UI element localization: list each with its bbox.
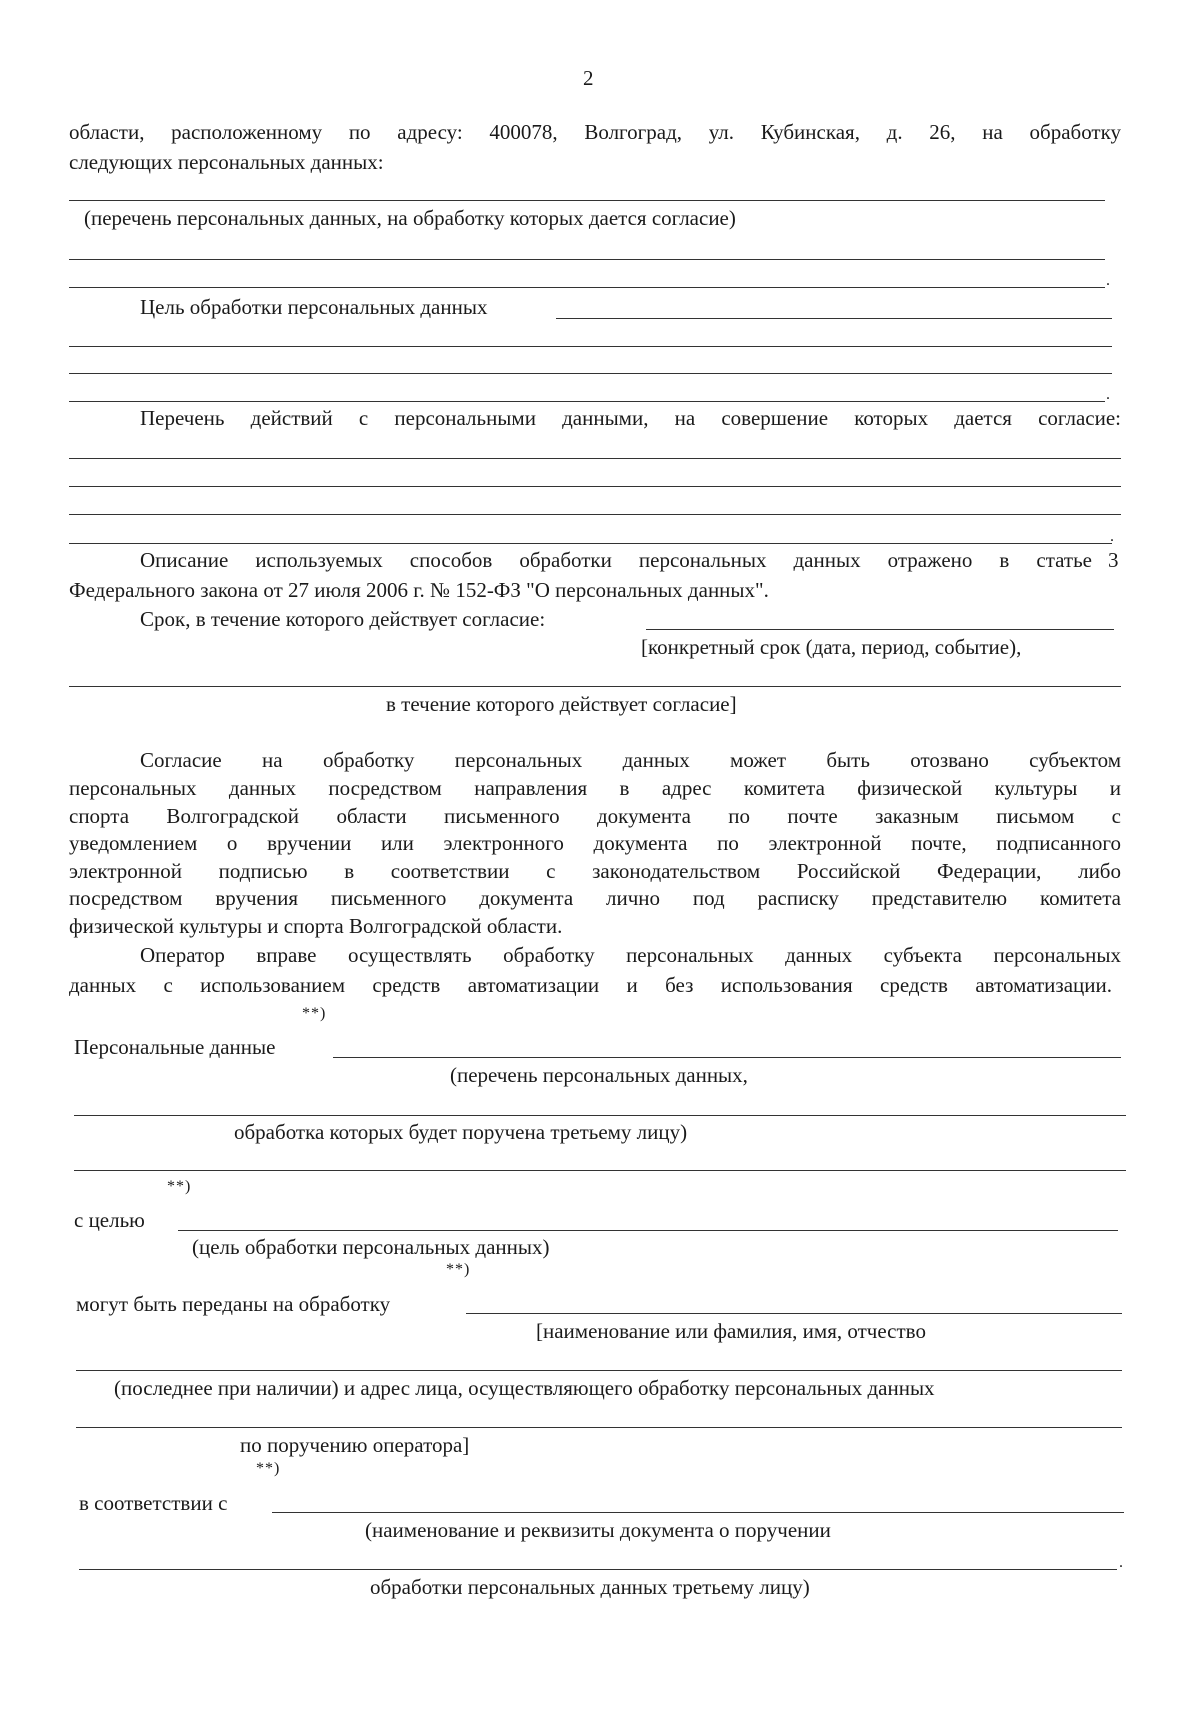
operator-line-2: данных с использованием средств автоматизации и без использования средств автоматизации. — [69, 973, 1112, 997]
revocation-line-3: спорта Волгоградской области письменного документа по почте заказным письмом с — [69, 804, 1121, 828]
third-party-doc-caption-2: обработки персональных данных третьему лицу) — [370, 1575, 810, 1599]
blank-line — [69, 373, 1112, 374]
page-number: 2 — [583, 66, 594, 90]
blank-line — [74, 1170, 1126, 1171]
blank-line — [69, 514, 1121, 515]
footnote-mark: **) — [446, 1261, 471, 1278]
purpose-blank — [556, 318, 1112, 319]
third-party-doc-caption-1: (наименование и реквизиты документа о поручении — [365, 1518, 831, 1542]
methods-line-1: Описание используемых способов обработки персональных данных отражено в статье — [140, 548, 1092, 572]
third-party-pd-label: Персональные данные — [74, 1035, 276, 1059]
blank-line — [79, 1569, 1117, 1570]
third-party-purpose-caption: (цель обработки персональных данных) — [192, 1235, 550, 1259]
blank-line — [69, 346, 1112, 347]
term-caption-2: в течение которого действует согласие] — [386, 692, 737, 716]
third-party-transfer-caption-3: по поручению оператора] — [240, 1433, 470, 1457]
third-party-purpose-blank — [178, 1230, 1118, 1231]
period-mark: . — [1106, 272, 1110, 289]
third-party-accordance-label: в соответствии с — [79, 1491, 228, 1515]
revocation-line-4: уведомлением о вручении или электронного документа по электронной почте, подписанного — [69, 831, 1121, 855]
pd-list-caption: (перечень персональных данных, на обработку которых дается согласие) — [84, 206, 736, 230]
intro-line-2: следующих персональных данных: — [69, 150, 384, 174]
third-party-pd-caption-2: обработка которых будет поручена третьему лицу) — [234, 1120, 688, 1144]
footnote-mark: **) — [256, 1460, 281, 1477]
term-caption-1: [конкретный срок (дата, период, событие), — [641, 635, 1022, 659]
third-party-transfer-caption-1: [наименование или фамилия, имя, отчество — [536, 1319, 926, 1343]
third-party-accordance-blank — [272, 1512, 1124, 1513]
third-party-pd-blank — [333, 1057, 1121, 1058]
purpose-label: Цель обработки персональных данных — [140, 295, 488, 319]
article-number: 3 — [1108, 548, 1119, 572]
third-party-transfer-caption-2: (последнее при наличии) и адрес лица, осуществляющего обработку персональных данных — [114, 1376, 935, 1400]
intro-line-1: области, расположенному по адресу: 400078, Волгоград, ул. Кубинская, д. 26, на обработку — [69, 120, 1121, 144]
blank-line — [69, 287, 1105, 288]
actions-label: Перечень действий с персональными данными, на совершение которых дается согласие: — [140, 406, 1121, 430]
term-blank — [646, 629, 1114, 630]
blank-line — [69, 259, 1105, 260]
third-party-transfer-blank — [466, 1313, 1122, 1314]
blank-line — [76, 1427, 1122, 1428]
revocation-line-2: персональных данных посредством направления в адрес комитета физической культуры и — [69, 776, 1121, 800]
blank-line — [74, 1115, 1126, 1116]
third-party-purpose-label: с целью — [74, 1208, 145, 1232]
third-party-pd-caption-1: (перечень персональных данных, — [450, 1063, 748, 1087]
blank-line — [69, 686, 1121, 687]
blank-line — [76, 1370, 1122, 1371]
revocation-line-7: физической культуры и спорта Волгоградской области. — [69, 914, 563, 938]
blank-line — [69, 486, 1121, 487]
period-mark: . — [1110, 528, 1114, 545]
revocation-line-1: Согласие на обработку персональных данных может быть отозвано субъектом — [140, 748, 1121, 772]
footnote-mark: **) — [167, 1178, 192, 1195]
footnote-mark: **) — [302, 1005, 327, 1022]
operator-line-1: Оператор вправе осуществлять обработку персональных данных субъекта персональных — [140, 943, 1121, 967]
blank-line — [69, 458, 1121, 459]
period-mark: . — [1119, 1554, 1123, 1571]
blank-line — [69, 200, 1105, 201]
term-label: Срок, в течение которого действует согласие: — [140, 607, 546, 631]
revocation-line-5: электронной подписью в соответствии с законодательством Российской Федерации, либо — [69, 859, 1121, 883]
revocation-line-6: посредством вручения письменного документа лично под расписку представителю комитета — [69, 886, 1121, 910]
blank-line — [69, 401, 1105, 402]
third-party-transfer-label: могут быть переданы на обработку — [76, 1292, 391, 1316]
blank-line — [69, 543, 1112, 544]
methods-line-2: Федерального закона от 27 июля 2006 г. № 152-ФЗ "О персональных данных". — [69, 578, 769, 602]
period-mark: . — [1106, 386, 1110, 403]
